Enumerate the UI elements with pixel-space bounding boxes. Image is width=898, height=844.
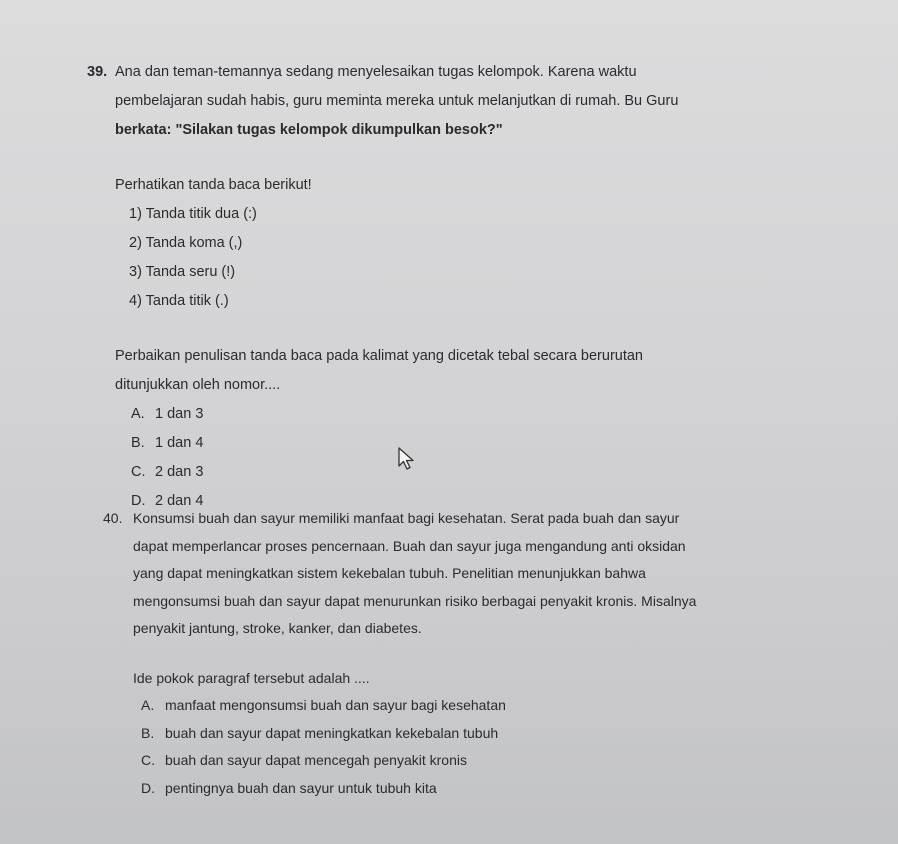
list-item: 2) Tanda koma (,) (129, 235, 243, 251)
question-39 (87, 58, 757, 516)
instruction-text: Perhatikan tanda baca berikut! (115, 177, 312, 193)
answer-option-b[interactable]: B. 1 dan 4 (131, 435, 204, 451)
answer-option-d[interactable]: D. pentingnya buah dan sayur untuk tubuh kita (141, 779, 437, 796)
list-item: 3) Tanda seru (!) (129, 264, 236, 280)
question-40 (103, 505, 743, 802)
answer-option-a[interactable]: A. 1 dan 3 (131, 406, 204, 422)
answer-option-a[interactable]: A. manfaat mengonsumsi buah dan sayur bagi kesehatan (141, 697, 506, 713)
stem-line: mengonsumsi buah dan sayur dapat menurunkan risiko berbagai penyakit kronis. Misalnya (133, 592, 697, 609)
answer-option-c[interactable]: C. buah dan sayur dapat mencegah penyakit kronis (141, 752, 467, 768)
stem-line: pembelajaran sudah habis, guru meminta mereka untuk melanjutkan di rumah. Bu Guru (115, 93, 679, 109)
question-39-stem (87, 58, 757, 87)
question-prompt: Ide pokok paragraf tersebut adalah .... (133, 669, 370, 686)
answer-option-c[interactable]: C. 2 dan 3 (131, 464, 204, 480)
bold-sentence: berkata: "Silakan tugas kelompok dikumpulkan besok?" (115, 122, 503, 138)
question-40-stem (103, 505, 743, 533)
answer-option-b[interactable]: B. buah dan sayur dapat meningkatkan kekebalan tubuh (141, 724, 499, 741)
answer-option-d[interactable]: D. 2 dan 4 (131, 493, 204, 509)
stem-line: Ana dan teman-temannya sedang menyelesaikan tugas kelompok. Karena waktu (115, 64, 637, 80)
question-prompt: Perbaikan penulisan tanda baca pada kalimat yang dicetak tebal secara berurutan (115, 348, 643, 364)
stem-line: yang dapat meningkatkan sistem kekebalan tubuh. Penelitian menunjukkan bahwa (133, 565, 646, 581)
question-number: 40. (103, 510, 123, 526)
question-prompt: ditunjukkan oleh nomor.... (115, 377, 281, 393)
stem-line: dapat memperlancar proses pencernaan. Buah dan sayur juga mengandung anti oksidan (133, 537, 686, 554)
stem-line: Konsumsi buah dan sayur memiliki manfaat bagi kesehatan. Serat pada buah dan sayur (133, 510, 680, 526)
question-number: 39. (87, 64, 108, 80)
stem-line: penyakit jantung, stroke, kanker, dan diabetes. (133, 620, 422, 636)
list-item: 4) Tanda titik (.) (129, 293, 229, 309)
list-item: 1) Tanda titik dua (:) (129, 206, 257, 222)
mouse-pointer-icon (398, 447, 416, 471)
